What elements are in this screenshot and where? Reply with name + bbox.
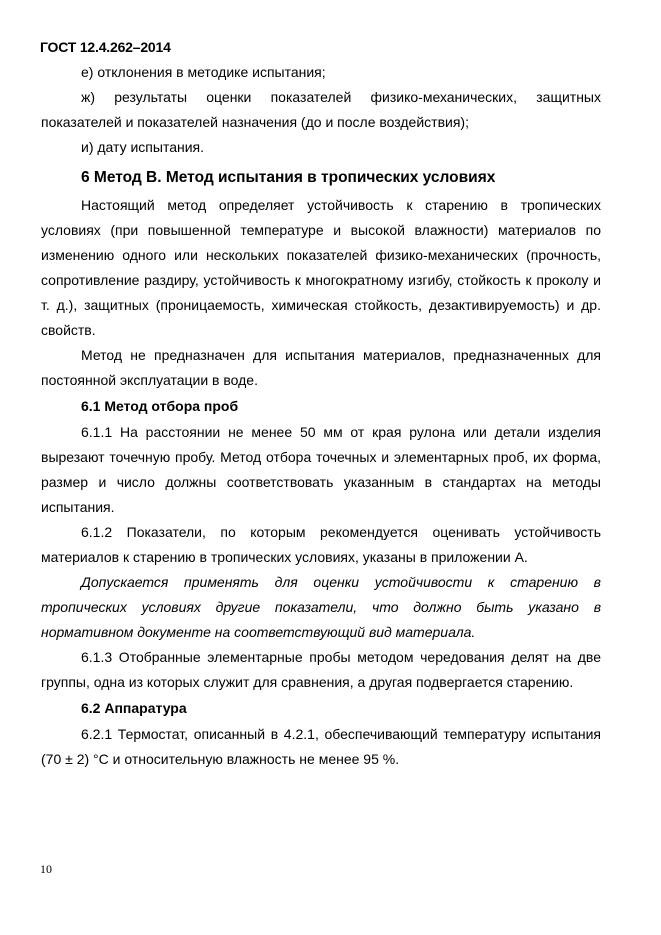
clause-6-1-2-note: Допускается применять для оценки устойчивости к старению в тропических условиях другие показатели, что должно быть указано в нормативном документе на соответствующий вид материала.: [41, 574, 601, 640]
section-6-paragraph-1: Настоящий метод определяет устойчивость к старению в тропических условиях (при повышенной температуре и высокой влажности) материалов по изменению одного или нескольких показателей физико-механических (прочность, сопротивление раздиру, устойчивость к многократному изгибу, стойкость к проколу и т. д.), защитных (проницаемость, химическая стойкость, дезактивируемость) и др. свойств.: [41, 197, 601, 338]
section-6-1-heading: 6.1 Метод отбора проб: [81, 398, 239, 414]
section-6-paragraph-2: Метод не предназначен для испытания материалов, предназначенных для постоянной эксплуатации в воде.: [41, 347, 601, 388]
clause-6-1-1: 6.1.1 На расстоянии не менее 50 мм от края рулона или детали изделия вырезают точечную пробу. Метод отбора точечных и элементарных проб, их форма, размер и число должны соответствовать указанным в стандартах на методы испытания.: [41, 424, 601, 515]
clause-6-1-2: 6.1.2 Показатели, по которым рекомендуется оценивать устойчивость материалов к старению в тропических условиях, указаны в приложении А.: [41, 524, 601, 565]
section-6-heading: 6 Метод В. Метод испытания в тропических условиях: [81, 169, 496, 186]
page-number: 10: [40, 862, 52, 876]
clause-6-2-1: 6.2.1 Термостат, описанный в 4.2.1, обеспечивающий температуру испытания (70 ± 2) °С и относительную влажность не менее 95 %.: [41, 726, 601, 767]
document-code-header: ГОСТ 12.4.262–2014: [40, 39, 171, 55]
clause-6-1-3: 6.1.3 Отобранные элементарные пробы методом чередования делят на две группы, одна из которых служит для сравнения, а другая подвергается старению.: [41, 649, 601, 690]
page-content: [41, 60, 601, 772]
list-item-i: и) дату испытания.: [81, 139, 205, 155]
list-item-zh: ж) результаты оценки показателей физико-механических, защитных показателей и показателей назначения (до и после воздействия);: [41, 89, 601, 130]
list-item-e: е) отклонения в методике испытания;: [81, 64, 326, 80]
section-6-2-heading: 6.2 Аппаратура: [81, 700, 187, 716]
